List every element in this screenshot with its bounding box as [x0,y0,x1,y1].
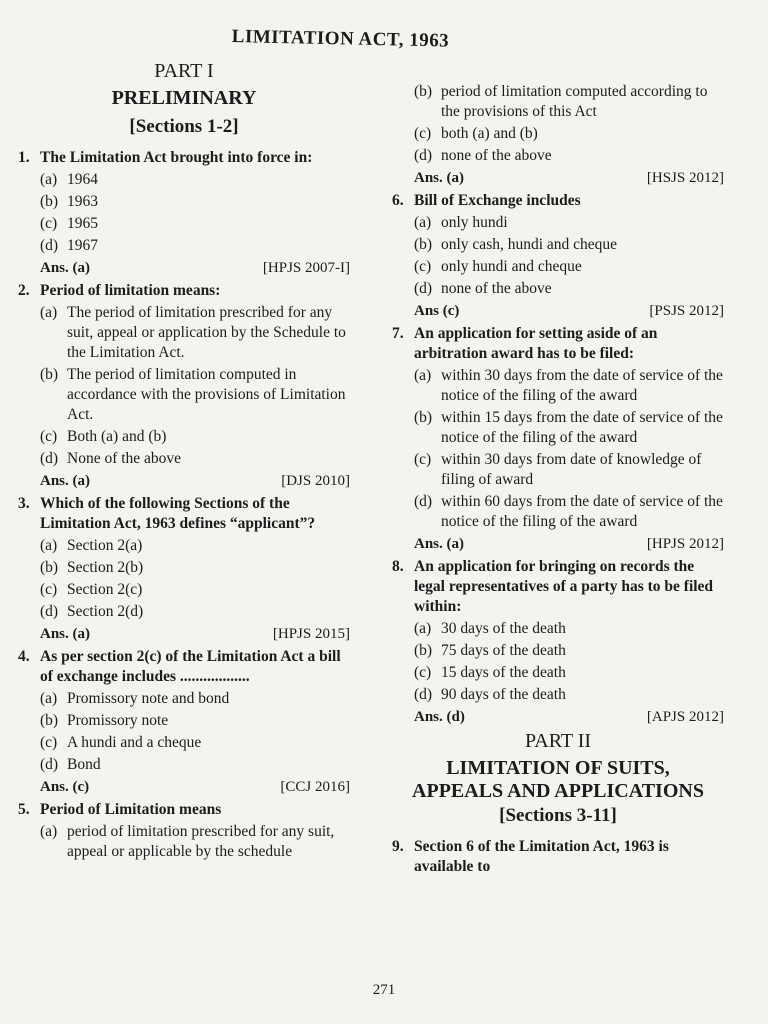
exam-source: [HPJS 2015] [272,626,350,642]
answer: Ans. (a) [414,170,465,186]
option-label: (c) [414,451,432,468]
option-text: only cash, hundi and cheque [441,236,618,253]
question-text: Period of limitation means: [40,282,221,299]
option-text: 90 days of the death [441,686,566,703]
option-text: Section 2(c) [67,581,143,598]
option-text: 1965 [67,215,98,232]
option-text: within 15 days from the date of service of the notice of the filing of the award [441,409,723,446]
part-heading: LIMITATION OF SUITS, [446,757,670,779]
page-number: 271 [372,982,396,998]
option-label: (d) [414,686,433,703]
option-label: (b) [40,193,59,210]
question-number: 8. [392,558,404,575]
exam-source: [DJS 2010] [281,473,350,489]
option-label: (a) [414,367,432,384]
option-label: (d) [40,756,59,773]
question-number: 3. [18,495,30,512]
option-text: A hundi and a cheque [67,734,202,751]
question-block [18,281,350,490]
option-label: (c) [40,734,58,751]
answer: Ans. (a) [414,536,465,552]
part-heading: PRELIMINARY [111,87,257,109]
option-text: The period of limitation computed in accordance with the provisions of Limitation Act. [67,366,346,423]
option-label: (a) [40,823,58,840]
answer: Ans. (a) [40,473,91,489]
option-text: none of the above [441,147,552,164]
option-label: (a) [40,304,58,321]
option-text: Both (a) and (b) [67,428,167,445]
exam-source: [HPJS 2012] [646,536,724,552]
option-text: only hundi and cheque [441,258,582,275]
answer: Ans (c) [414,303,460,319]
question-text: As per section 2(c) of the Limitation Act a bill of exchange includes .................. [40,648,341,685]
option-text: Promissory note [67,712,169,729]
option-text: only hundi [441,214,508,231]
question-block [392,324,724,553]
option-text: within 30 days from date of knowledge of filing of award [441,451,702,488]
question-text: Section 6 of the Limitation Act, 1963 is available to [414,838,669,875]
option-label: (d) [40,450,59,467]
answer: Ans. (d) [414,709,465,725]
question-block [18,148,350,277]
option-text: Section 2(d) [67,603,144,620]
question-text: An application for setting aside of an arbitration award has to be filed: [414,325,658,362]
option-text: none of the above [441,280,552,297]
question-number: 6. [392,192,404,209]
option-label: (c) [40,581,58,598]
option-label: (a) [40,171,58,188]
option-text: 1967 [67,237,98,254]
left-column [18,56,350,864]
question-number: 7. [392,325,404,342]
option-label: (c) [414,125,432,142]
option-label: (c) [414,664,432,681]
option-label: (a) [40,537,58,554]
sections-label: [Sections 3-11] [499,805,617,826]
option-text: period of limitation prescribed for any suit, appeal or applicable by the schedule [67,823,335,860]
option-label: (d) [40,237,59,254]
option-label: (b) [414,409,433,426]
option-label: (b) [414,236,433,253]
question-text: Which of the following Sections of the Limitation Act, 1963 defines “applicant”? [40,495,316,532]
question-block [392,837,724,877]
right-column [392,80,724,877]
answer: Ans. (c) [40,779,90,795]
answer: Ans. (a) [40,626,91,642]
question-block [18,800,350,862]
question-text: Period of Limitation means [40,801,222,818]
question-continuation [392,82,724,187]
option-text: within 60 days from the date of service of the notice of the filing of the award [441,493,723,530]
option-label: (b) [414,642,433,659]
question-text: The Limitation Act brought into force in: [40,149,313,166]
part-label: PART II [524,730,592,752]
option-text: 1963 [67,193,98,210]
option-text: Promissory note and bond [67,690,230,707]
option-label: (d) [414,493,433,510]
option-label: (c) [40,428,58,445]
option-label: (d) [414,147,433,164]
option-label: (c) [40,215,58,232]
option-text: Section 2(a) [67,537,143,554]
option-text: The period of limitation prescribed for any suit, appeal or application by the Schedule to the Limitation Act. [67,304,346,361]
option-label: (a) [414,620,432,637]
part-heading-line2: APPEALS AND APPLICATIONS [412,780,704,802]
option-text: Bond [67,756,101,773]
page-title: LIMITATION ACT, 1963 [231,26,450,52]
exam-source: [CCJ 2016] [280,779,350,795]
option-label: (a) [40,690,58,707]
option-text: 75 days of the death [441,642,566,659]
question-block [392,557,724,726]
question-text: An application for bringing on records the legal representatives of a party has to be filed within: [414,558,714,615]
option-label: (a) [414,214,432,231]
option-label: (c) [414,258,432,275]
sections-label: [Sections 1-2] [129,116,239,137]
question-number: 5. [18,801,30,818]
option-text: both (a) and (b) [441,125,538,142]
option-label: (b) [40,559,59,576]
question-block [18,647,350,796]
exam-source: [APJS 2012] [646,709,724,725]
option-label: (b) [40,712,59,729]
option-text: None of the above [67,450,182,467]
question-number: 2. [18,282,30,299]
option-label: (b) [40,366,59,383]
exam-source: [HSJS 2012] [646,170,724,186]
answer: Ans. (a) [40,260,91,276]
question-number: 9. [392,838,404,855]
option-label: (b) [414,83,433,100]
question-number: 4. [18,648,30,665]
question-block [392,191,724,320]
question-block [18,494,350,643]
option-text: 30 days of the death [441,620,566,637]
part-label: PART I [154,60,214,82]
option-text: Section 2(b) [67,559,144,576]
option-text: 1964 [67,171,98,188]
option-text: within 30 days from the date of service of the notice of the filing of the award [441,367,723,404]
option-text: period of limitation computed according to the provisions of this Act [441,83,708,120]
question-text: Bill of Exchange includes [414,192,581,209]
exam-source: [PSJS 2012] [649,303,724,319]
question-number: 1. [18,149,30,166]
option-text: 15 days of the death [441,664,566,681]
exam-source: [HPJS 2007-I] [262,260,350,276]
option-label: (d) [40,603,59,620]
option-label: (d) [414,280,433,297]
